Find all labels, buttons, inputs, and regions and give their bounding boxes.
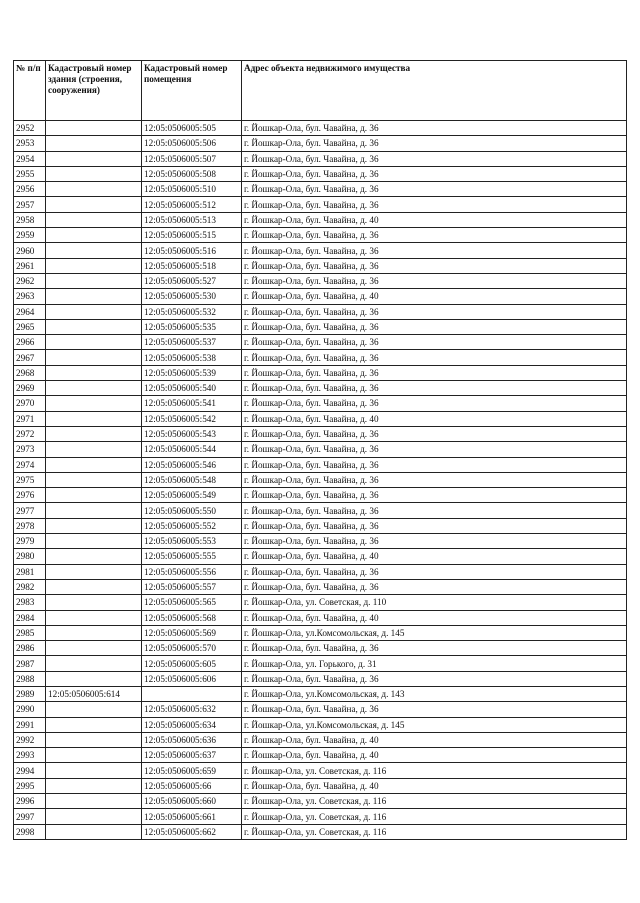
cell-building-cadastral <box>46 182 142 197</box>
cell-number: 2977 <box>14 503 46 518</box>
cell-building-cadastral <box>46 197 142 212</box>
cell-address: г. Йошкар-Ола, бул. Чавайна, д. 36 <box>242 365 627 380</box>
cell-premises-cadastral: 12:05:0506005:636 <box>142 732 242 747</box>
cell-premises-cadastral: 12:05:0506005:549 <box>142 488 242 503</box>
table-row <box>14 763 627 778</box>
cell-premises-cadastral: 12:05:0506005:544 <box>142 442 242 457</box>
cell-number: 2971 <box>14 411 46 426</box>
cell-building-cadastral <box>46 136 142 151</box>
cell-address: г. Йошкар-Ола, бул. Чавайна, д. 36 <box>242 518 627 533</box>
cell-address: г. Йошкар-Ола, ул. Советская, д. 116 <box>242 824 627 839</box>
cell-address: г. Йошкар-Ола, бул. Чавайна, д. 36 <box>242 396 627 411</box>
cell-number: 2992 <box>14 732 46 747</box>
cell-premises-cadastral: 12:05:0506005:634 <box>142 717 242 732</box>
cell-address: г. Йошкар-Ола, бул. Чавайна, д. 36 <box>242 197 627 212</box>
table-row <box>14 151 627 166</box>
cell-premises-cadastral: 12:05:0506005:541 <box>142 396 242 411</box>
cell-number: 2969 <box>14 381 46 396</box>
table-row <box>14 365 627 380</box>
cell-building-cadastral <box>46 426 142 441</box>
table-row <box>14 656 627 671</box>
cell-address: г. Йошкар-Ола, бул. Чавайна, д. 36 <box>242 534 627 549</box>
table-row <box>14 182 627 197</box>
cell-number: 2963 <box>14 289 46 304</box>
table-row <box>14 442 627 457</box>
table-row <box>14 534 627 549</box>
cell-address: г. Йошкар-Ола, ул.Комсомольская, д. 143 <box>242 686 627 701</box>
cell-address: г. Йошкар-Ола, бул. Чавайна, д. 40 <box>242 610 627 625</box>
cell-address: г. Йошкар-Ола, бул. Чавайна, д. 40 <box>242 212 627 227</box>
cell-building-cadastral <box>46 350 142 365</box>
cell-building-cadastral <box>46 794 142 809</box>
cell-address: г. Йошкар-Ола, бул. Чавайна, д. 40 <box>242 289 627 304</box>
cell-number: 2990 <box>14 702 46 717</box>
cell-premises-cadastral: 12:05:0506005:515 <box>142 228 242 243</box>
cell-number: 2973 <box>14 442 46 457</box>
cell-premises-cadastral: 12:05:0506005:606 <box>142 671 242 686</box>
table-body <box>14 121 627 840</box>
table-row <box>14 610 627 625</box>
table-row <box>14 748 627 763</box>
cell-number: 2980 <box>14 549 46 564</box>
table-row <box>14 778 627 793</box>
cell-number: 2961 <box>14 258 46 273</box>
cell-number: 2954 <box>14 151 46 166</box>
cell-number: 2957 <box>14 197 46 212</box>
table-row <box>14 641 627 656</box>
cell-number: 2952 <box>14 121 46 136</box>
table-row <box>14 212 627 227</box>
table-row <box>14 273 627 288</box>
cell-premises-cadastral: 12:05:0506005:539 <box>142 365 242 380</box>
cell-number: 2996 <box>14 794 46 809</box>
cell-address: г. Йошкар-Ола, бул. Чавайна, д. 36 <box>242 488 627 503</box>
cell-building-cadastral <box>46 335 142 350</box>
cell-premises-cadastral: 12:05:0506005:543 <box>142 426 242 441</box>
cell-address: г. Йошкар-Ола, бул. Чавайна, д. 36 <box>242 243 627 258</box>
cell-building-cadastral <box>46 809 142 824</box>
property-table <box>13 60 627 840</box>
table-row <box>14 625 627 640</box>
cell-building-cadastral <box>46 732 142 747</box>
table-row <box>14 350 627 365</box>
cell-address: г. Йошкар-Ола, бул. Чавайна, д. 36 <box>242 350 627 365</box>
cell-building-cadastral <box>46 381 142 396</box>
cell-number: 2976 <box>14 488 46 503</box>
table-row <box>14 258 627 273</box>
header-address: Адрес объекта недвижимого имущества <box>242 61 627 121</box>
table-row <box>14 671 627 686</box>
cell-number: 2982 <box>14 579 46 594</box>
cell-number: 2960 <box>14 243 46 258</box>
table-row <box>14 396 627 411</box>
cell-building-cadastral <box>46 641 142 656</box>
cell-building-cadastral <box>46 824 142 839</box>
table-row <box>14 595 627 610</box>
cell-address: г. Йошкар-Ола, бул. Чавайна, д. 36 <box>242 121 627 136</box>
cell-premises-cadastral: 12:05:0506005:66 <box>142 778 242 793</box>
cell-number: 2988 <box>14 671 46 686</box>
cell-number: 2955 <box>14 166 46 181</box>
cell-number: 2972 <box>14 426 46 441</box>
cell-premises-cadastral: 12:05:0506005:550 <box>142 503 242 518</box>
cell-premises-cadastral: 12:05:0506005:661 <box>142 809 242 824</box>
cell-building-cadastral <box>46 457 142 472</box>
cell-number: 2964 <box>14 304 46 319</box>
cell-number: 2987 <box>14 656 46 671</box>
cell-address: г. Йошкар-Ола, бул. Чавайна, д. 36 <box>242 381 627 396</box>
cell-premises-cadastral: 12:05:0506005:632 <box>142 702 242 717</box>
cell-address: г. Йошкар-Ола, ул.Комсомольская, д. 145 <box>242 717 627 732</box>
cell-premises-cadastral: 12:05:0506005:555 <box>142 549 242 564</box>
cell-address: г. Йошкар-Ола, бул. Чавайна, д. 36 <box>242 136 627 151</box>
cell-premises-cadastral: 12:05:0506005:510 <box>142 182 242 197</box>
cell-address: г. Йошкар-Ола, бул. Чавайна, д. 36 <box>242 228 627 243</box>
table-row <box>14 136 627 151</box>
cell-number: 2978 <box>14 518 46 533</box>
cell-address: г. Йошкар-Ола, бул. Чавайна, д. 36 <box>242 166 627 181</box>
cell-building-cadastral <box>46 717 142 732</box>
cell-building-cadastral <box>46 151 142 166</box>
cell-address: г. Йошкар-Ола, ул. Горького, д. 31 <box>242 656 627 671</box>
cell-address: г. Йошкар-Ола, бул. Чавайна, д. 36 <box>242 442 627 457</box>
cell-number: 2985 <box>14 625 46 640</box>
cell-building-cadastral <box>46 748 142 763</box>
cell-number: 2968 <box>14 365 46 380</box>
cell-number: 2970 <box>14 396 46 411</box>
cell-number: 2995 <box>14 778 46 793</box>
cell-building-cadastral <box>46 518 142 533</box>
cell-building-cadastral <box>46 442 142 457</box>
cell-building-cadastral <box>46 228 142 243</box>
cell-number: 2953 <box>14 136 46 151</box>
table-row <box>14 121 627 136</box>
cell-building-cadastral <box>46 396 142 411</box>
cell-premises-cadastral: 12:05:0506005:548 <box>142 472 242 487</box>
cell-address: г. Йошкар-Ола, бул. Чавайна, д. 36 <box>242 426 627 441</box>
cell-building-cadastral <box>46 564 142 579</box>
cell-premises-cadastral: 12:05:0506005:605 <box>142 656 242 671</box>
table-row <box>14 304 627 319</box>
cell-number: 2956 <box>14 182 46 197</box>
cell-building-cadastral <box>46 166 142 181</box>
cell-premises-cadastral: 12:05:0506005:537 <box>142 335 242 350</box>
cell-premises-cadastral: 12:05:0506005:542 <box>142 411 242 426</box>
table-row <box>14 289 627 304</box>
cell-number: 2962 <box>14 273 46 288</box>
cell-building-cadastral <box>46 411 142 426</box>
table-row <box>14 503 627 518</box>
cell-premises-cadastral: 12:05:0506005:659 <box>142 763 242 778</box>
table-row <box>14 319 627 334</box>
cell-building-cadastral <box>46 212 142 227</box>
cell-address: г. Йошкар-Ола, бул. Чавайна, д. 40 <box>242 778 627 793</box>
cell-building-cadastral <box>46 625 142 640</box>
cell-premises-cadastral: 12:05:0506005:540 <box>142 381 242 396</box>
cell-premises-cadastral: 12:05:0506005:530 <box>142 289 242 304</box>
table-row <box>14 381 627 396</box>
cell-building-cadastral <box>46 365 142 380</box>
document-page <box>13 60 626 840</box>
table-row <box>14 411 627 426</box>
cell-address: г. Йошкар-Ола, бул. Чавайна, д. 36 <box>242 702 627 717</box>
cell-premises-cadastral: 12:05:0506005:505 <box>142 121 242 136</box>
cell-premises-cadastral: 12:05:0506005:518 <box>142 258 242 273</box>
cell-building-cadastral <box>46 503 142 518</box>
cell-building-cadastral <box>46 121 142 136</box>
cell-premises-cadastral: 12:05:0506005:662 <box>142 824 242 839</box>
cell-number: 2983 <box>14 595 46 610</box>
cell-premises-cadastral: 12:05:0506005:569 <box>142 625 242 640</box>
cell-building-cadastral <box>46 763 142 778</box>
cell-address: г. Йошкар-Ола, бул. Чавайна, д. 36 <box>242 472 627 487</box>
cell-number: 2986 <box>14 641 46 656</box>
cell-number: 2974 <box>14 457 46 472</box>
cell-number: 2994 <box>14 763 46 778</box>
cell-building-cadastral <box>46 488 142 503</box>
cell-address: г. Йошкар-Ола, ул. Советская, д. 116 <box>242 794 627 809</box>
cell-premises-cadastral: 12:05:0506005:527 <box>142 273 242 288</box>
cell-address: г. Йошкар-Ола, бул. Чавайна, д. 36 <box>242 151 627 166</box>
cell-address: г. Йошкар-Ола, бул. Чавайна, д. 36 <box>242 641 627 656</box>
cell-number: 2958 <box>14 212 46 227</box>
cell-address: г. Йошкар-Ола, бул. Чавайна, д. 36 <box>242 564 627 579</box>
cell-address: г. Йошкар-Ола, бул. Чавайна, д. 36 <box>242 258 627 273</box>
cell-building-cadastral <box>46 304 142 319</box>
table-row <box>14 335 627 350</box>
table-row <box>14 472 627 487</box>
cell-address: г. Йошкар-Ола, бул. Чавайна, д. 40 <box>242 732 627 747</box>
cell-building-cadastral <box>46 595 142 610</box>
cell-address: г. Йошкар-Ола, бул. Чавайна, д. 36 <box>242 182 627 197</box>
cell-address: г. Йошкар-Ола, ул. Советская, д. 116 <box>242 763 627 778</box>
cell-building-cadastral <box>46 579 142 594</box>
cell-building-cadastral <box>46 472 142 487</box>
cell-address: г. Йошкар-Ола, ул. Советская, д. 110 <box>242 595 627 610</box>
cell-number: 2984 <box>14 610 46 625</box>
cell-premises-cadastral: 12:05:0506005:660 <box>142 794 242 809</box>
table-row <box>14 426 627 441</box>
cell-building-cadastral <box>46 671 142 686</box>
cell-address: г. Йошкар-Ола, бул. Чавайна, д. 36 <box>242 304 627 319</box>
cell-premises-cadastral: 12:05:0506005:556 <box>142 564 242 579</box>
cell-number: 2981 <box>14 564 46 579</box>
cell-premises-cadastral: 12:05:0506005:508 <box>142 166 242 181</box>
cell-building-cadastral <box>46 656 142 671</box>
table-row <box>14 228 627 243</box>
cell-building-cadastral <box>46 258 142 273</box>
cell-premises-cadastral: 12:05:0506005:507 <box>142 151 242 166</box>
cell-address: г. Йошкар-Ола, ул.Комсомольская, д. 145 <box>242 625 627 640</box>
cell-number: 2979 <box>14 534 46 549</box>
cell-number: 2991 <box>14 717 46 732</box>
cell-premises-cadastral: 12:05:0506005:552 <box>142 518 242 533</box>
cell-building-cadastral <box>46 273 142 288</box>
cell-premises-cadastral: 12:05:0506005:553 <box>142 534 242 549</box>
table-row <box>14 732 627 747</box>
table-row <box>14 549 627 564</box>
cell-premises-cadastral: 12:05:0506005:557 <box>142 579 242 594</box>
cell-premises-cadastral: 12:05:0506005:516 <box>142 243 242 258</box>
cell-building-cadastral <box>46 243 142 258</box>
table-row <box>14 166 627 181</box>
table-row <box>14 717 627 732</box>
cell-premises-cadastral: 12:05:0506005:637 <box>142 748 242 763</box>
cell-address: г. Йошкар-Ола, ул. Советская, д. 116 <box>242 809 627 824</box>
cell-address: г. Йошкар-Ола, бул. Чавайна, д. 40 <box>242 748 627 763</box>
cell-number: 2993 <box>14 748 46 763</box>
cell-premises-cadastral: 12:05:0506005:532 <box>142 304 242 319</box>
table-row <box>14 457 627 472</box>
cell-building-cadastral: 12:05:0506005:614 <box>46 686 142 701</box>
header-premises-cadastral: Кадастровый номер помещения <box>142 61 242 121</box>
header-building-cadastral: Кадастровый номер здания (строения, сооружения) <box>46 61 142 121</box>
cell-premises-cadastral: 12:05:0506005:512 <box>142 197 242 212</box>
cell-address: г. Йошкар-Ола, бул. Чавайна, д. 36 <box>242 503 627 518</box>
cell-building-cadastral <box>46 610 142 625</box>
cell-building-cadastral <box>46 289 142 304</box>
cell-building-cadastral <box>46 702 142 717</box>
cell-building-cadastral <box>46 549 142 564</box>
cell-premises-cadastral: 12:05:0506005:535 <box>142 319 242 334</box>
cell-address: г. Йошкар-Ола, бул. Чавайна, д. 40 <box>242 549 627 564</box>
table-row <box>14 794 627 809</box>
table-row <box>14 686 627 701</box>
cell-address: г. Йошкар-Ола, бул. Чавайна, д. 36 <box>242 335 627 350</box>
table-row <box>14 824 627 839</box>
cell-number: 2997 <box>14 809 46 824</box>
cell-premises-cadastral <box>142 686 242 701</box>
table-row <box>14 197 627 212</box>
table-row <box>14 488 627 503</box>
cell-premises-cadastral: 12:05:0506005:570 <box>142 641 242 656</box>
cell-building-cadastral <box>46 534 142 549</box>
cell-premises-cadastral: 12:05:0506005:565 <box>142 595 242 610</box>
cell-number: 2965 <box>14 319 46 334</box>
table-header-row <box>14 61 627 121</box>
table-row <box>14 518 627 533</box>
table-row <box>14 809 627 824</box>
cell-address: г. Йошкар-Ола, бул. Чавайна, д. 36 <box>242 273 627 288</box>
cell-premises-cadastral: 12:05:0506005:538 <box>142 350 242 365</box>
cell-premises-cadastral: 12:05:0506005:546 <box>142 457 242 472</box>
cell-premises-cadastral: 12:05:0506005:506 <box>142 136 242 151</box>
cell-number: 2989 <box>14 686 46 701</box>
cell-number: 2975 <box>14 472 46 487</box>
cell-number: 2966 <box>14 335 46 350</box>
cell-number: 2959 <box>14 228 46 243</box>
cell-number: 2998 <box>14 824 46 839</box>
cell-premises-cadastral: 12:05:0506005:513 <box>142 212 242 227</box>
cell-building-cadastral <box>46 319 142 334</box>
cell-address: г. Йошкар-Ола, бул. Чавайна, д. 36 <box>242 457 627 472</box>
header-number: № п/п <box>14 61 46 121</box>
cell-premises-cadastral: 12:05:0506005:568 <box>142 610 242 625</box>
table-row <box>14 564 627 579</box>
cell-address: г. Йошкар-Ола, бул. Чавайна, д. 36 <box>242 671 627 686</box>
table-row <box>14 579 627 594</box>
table-row <box>14 702 627 717</box>
cell-address: г. Йошкар-Ола, бул. Чавайна, д. 36 <box>242 579 627 594</box>
cell-address: г. Йошкар-Ола, бул. Чавайна, д. 36 <box>242 319 627 334</box>
cell-address: г. Йошкар-Ола, бул. Чавайна, д. 40 <box>242 411 627 426</box>
table-row <box>14 243 627 258</box>
cell-number: 2967 <box>14 350 46 365</box>
cell-building-cadastral <box>46 778 142 793</box>
